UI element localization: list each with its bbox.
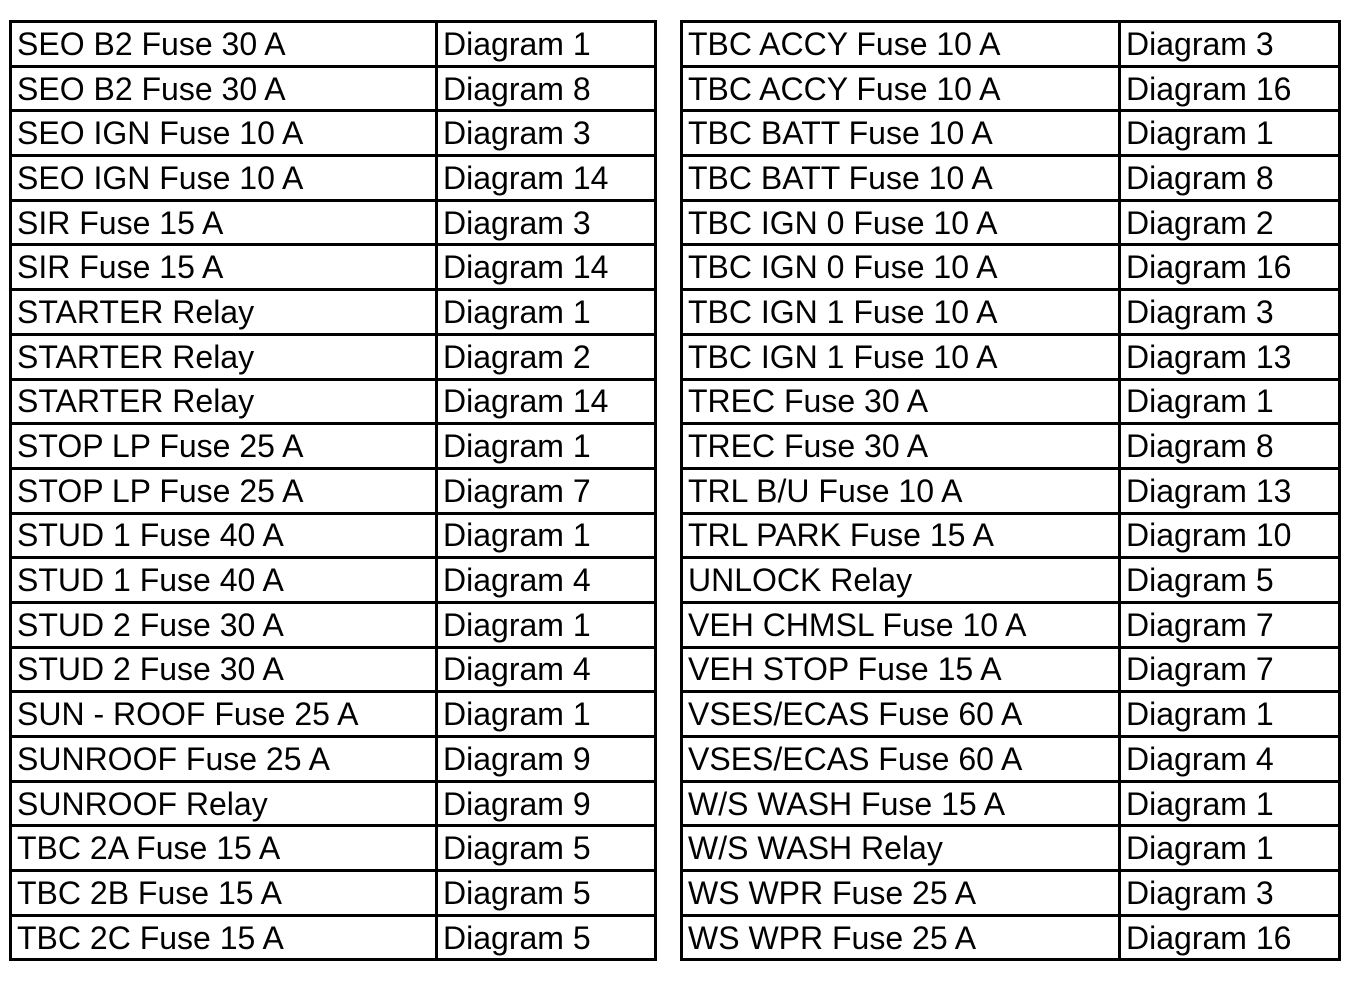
component-name-cell: SUN - ROOF Fuse 25 A	[11, 692, 437, 737]
table-row	[682, 513, 1340, 558]
table-row	[11, 245, 656, 290]
right-index-body	[682, 22, 1340, 960]
diagram-reference-cell: Diagram 14	[437, 156, 656, 201]
table-row	[11, 647, 656, 692]
diagram-reference-cell: Diagram 3	[1120, 871, 1340, 916]
diagram-reference-cell: Diagram 5	[437, 915, 656, 960]
component-name-cell: SEO B2 Fuse 30 A	[11, 22, 437, 67]
table-row	[682, 245, 1340, 290]
component-name-cell: SEO IGN Fuse 10 A	[11, 156, 437, 201]
table-row	[11, 156, 656, 201]
diagram-reference-cell: Diagram 8	[1120, 424, 1340, 469]
diagram-reference-cell: Diagram 5	[1120, 558, 1340, 603]
diagram-reference-cell: Diagram 7	[1120, 647, 1340, 692]
diagram-reference-cell: Diagram 3	[437, 200, 656, 245]
right-index-table	[680, 20, 1341, 961]
component-name-cell: SUNROOF Fuse 25 A	[11, 737, 437, 782]
component-name-cell: SEO B2 Fuse 30 A	[11, 66, 437, 111]
diagram-reference-cell: Diagram 2	[437, 334, 656, 379]
table-row	[682, 200, 1340, 245]
component-name-cell: STUD 1 Fuse 40 A	[11, 558, 437, 603]
diagram-reference-cell: Diagram 13	[1120, 468, 1340, 513]
table-row	[11, 111, 656, 156]
component-name-cell: WS WPR Fuse 25 A	[682, 871, 1120, 916]
table-row	[682, 468, 1340, 513]
table-row	[11, 66, 656, 111]
diagram-reference-cell: Diagram 8	[1120, 156, 1340, 201]
diagram-reference-cell: Diagram 1	[437, 692, 656, 737]
table-row	[682, 558, 1340, 603]
table-row	[11, 781, 656, 826]
diagram-reference-cell: Diagram 1	[437, 513, 656, 558]
table-row	[11, 468, 656, 513]
table-row	[11, 22, 656, 67]
table-row	[11, 200, 656, 245]
component-name-cell: STARTER Relay	[11, 334, 437, 379]
component-name-cell: W/S WASH Relay	[682, 826, 1120, 871]
component-name-cell: SIR Fuse 15 A	[11, 245, 437, 290]
component-name-cell: TRL PARK Fuse 15 A	[682, 513, 1120, 558]
component-name-cell: TBC ACCY Fuse 10 A	[682, 22, 1120, 67]
diagram-reference-cell: Diagram 8	[437, 66, 656, 111]
component-name-cell: TBC IGN 0 Fuse 10 A	[682, 200, 1120, 245]
component-name-cell: STARTER Relay	[11, 379, 437, 424]
diagram-reference-cell: Diagram 1	[437, 424, 656, 469]
diagram-reference-cell: Diagram 1	[1120, 692, 1340, 737]
table-row	[682, 66, 1340, 111]
table-row	[11, 513, 656, 558]
left-index-table	[9, 20, 657, 961]
table-row	[682, 290, 1340, 335]
table-row	[682, 826, 1340, 871]
table-row	[682, 111, 1340, 156]
diagram-reference-cell: Diagram 16	[1120, 915, 1340, 960]
table-row	[682, 915, 1340, 960]
table-row	[682, 424, 1340, 469]
component-name-cell: W/S WASH Fuse 15 A	[682, 781, 1120, 826]
diagram-reference-cell: Diagram 1	[1120, 379, 1340, 424]
table-row	[11, 334, 656, 379]
component-name-cell: VEH CHMSL Fuse 10 A	[682, 602, 1120, 647]
diagram-reference-cell: Diagram 9	[437, 781, 656, 826]
diagram-reference-cell: Diagram 3	[437, 111, 656, 156]
diagram-reference-cell: Diagram 5	[437, 826, 656, 871]
table-row	[11, 737, 656, 782]
component-name-cell: TBC 2A Fuse 15 A	[11, 826, 437, 871]
table-row	[682, 156, 1340, 201]
component-name-cell: TBC ACCY Fuse 10 A	[682, 66, 1120, 111]
component-name-cell: VEH STOP Fuse 15 A	[682, 647, 1120, 692]
component-name-cell: SUNROOF Relay	[11, 781, 437, 826]
table-row	[682, 647, 1340, 692]
table-row	[682, 871, 1340, 916]
diagram-reference-cell: Diagram 16	[1120, 66, 1340, 111]
diagram-reference-cell: Diagram 2	[1120, 200, 1340, 245]
diagram-reference-cell: Diagram 10	[1120, 513, 1340, 558]
diagram-reference-cell: Diagram 9	[437, 737, 656, 782]
diagram-reference-cell: Diagram 1	[1120, 826, 1340, 871]
component-name-cell: TRL B/U Fuse 10 A	[682, 468, 1120, 513]
diagram-reference-cell: Diagram 7	[1120, 602, 1340, 647]
table-row	[682, 602, 1340, 647]
left-index-body	[11, 22, 656, 960]
diagram-reference-cell: Diagram 4	[437, 647, 656, 692]
table-row	[11, 602, 656, 647]
table-row	[11, 558, 656, 603]
table-row	[11, 424, 656, 469]
diagram-reference-cell: Diagram 3	[1120, 290, 1340, 335]
component-name-cell: VSES/ECAS Fuse 60 A	[682, 737, 1120, 782]
component-name-cell: SEO IGN Fuse 10 A	[11, 111, 437, 156]
table-row	[11, 915, 656, 960]
table-row	[11, 379, 656, 424]
diagram-reference-cell: Diagram 5	[437, 871, 656, 916]
diagram-reference-cell: Diagram 1	[437, 602, 656, 647]
diagram-reference-cell: Diagram 14	[437, 245, 656, 290]
component-name-cell: WS WPR Fuse 25 A	[682, 915, 1120, 960]
component-name-cell: TBC IGN 1 Fuse 10 A	[682, 334, 1120, 379]
component-name-cell: TBC IGN 0 Fuse 10 A	[682, 245, 1120, 290]
diagram-reference-cell: Diagram 3	[1120, 22, 1340, 67]
diagram-reference-cell: Diagram 1	[437, 290, 656, 335]
diagram-reference-cell: Diagram 7	[437, 468, 656, 513]
diagram-reference-cell: Diagram 1	[1120, 781, 1340, 826]
component-name-cell: TBC 2C Fuse 15 A	[11, 915, 437, 960]
table-row	[682, 334, 1340, 379]
component-name-cell: STUD 2 Fuse 30 A	[11, 647, 437, 692]
component-name-cell: TBC BATT Fuse 10 A	[682, 156, 1120, 201]
component-name-cell: TREC Fuse 30 A	[682, 424, 1120, 469]
table-row	[11, 826, 656, 871]
diagram-reference-cell: Diagram 1	[1120, 111, 1340, 156]
table-row	[11, 290, 656, 335]
diagram-reference-cell: Diagram 16	[1120, 245, 1340, 290]
table-row	[682, 781, 1340, 826]
component-name-cell: TBC IGN 1 Fuse 10 A	[682, 290, 1120, 335]
diagram-reference-cell: Diagram 13	[1120, 334, 1340, 379]
component-name-cell: TBC BATT Fuse 10 A	[682, 111, 1120, 156]
table-row	[11, 871, 656, 916]
diagram-reference-cell: Diagram 4	[437, 558, 656, 603]
component-name-cell: SIR Fuse 15 A	[11, 200, 437, 245]
diagram-reference-cell: Diagram 14	[437, 379, 656, 424]
component-name-cell: TBC 2B Fuse 15 A	[11, 871, 437, 916]
diagram-reference-cell: Diagram 4	[1120, 737, 1340, 782]
component-name-cell: STOP LP Fuse 25 A	[11, 424, 437, 469]
table-row	[682, 379, 1340, 424]
component-name-cell: UNLOCK Relay	[682, 558, 1120, 603]
component-name-cell: STOP LP Fuse 25 A	[11, 468, 437, 513]
component-name-cell: STARTER Relay	[11, 290, 437, 335]
component-name-cell: STUD 2 Fuse 30 A	[11, 602, 437, 647]
component-name-cell: STUD 1 Fuse 40 A	[11, 513, 437, 558]
table-row	[682, 22, 1340, 67]
component-name-cell: TREC Fuse 30 A	[682, 379, 1120, 424]
diagram-reference-cell: Diagram 1	[437, 22, 656, 67]
component-name-cell: VSES/ECAS Fuse 60 A	[682, 692, 1120, 737]
table-row	[682, 737, 1340, 782]
table-row	[11, 692, 656, 737]
table-row	[682, 692, 1340, 737]
